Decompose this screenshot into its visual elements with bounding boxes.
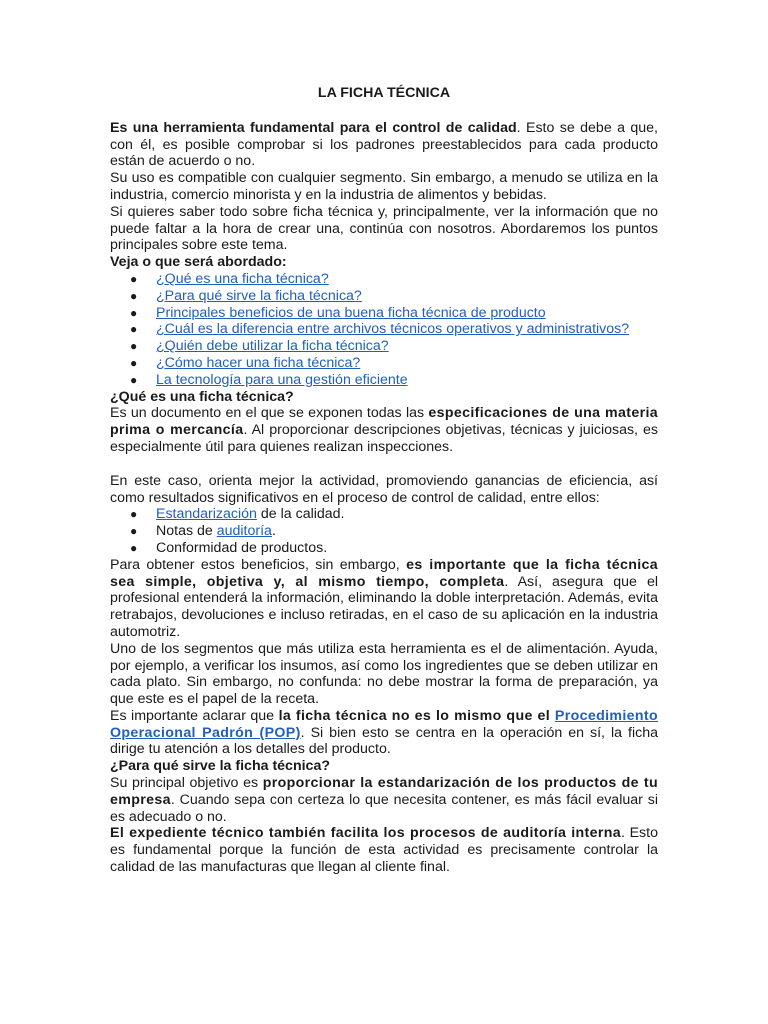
bullet-icon: ● <box>130 322 138 337</box>
toc-item[interactable] <box>110 372 658 389</box>
intro-p1-rest: . Esto se debe a que, con él, es posible comprobar si los padrones preestablecidos para cada producto están de acuerdo o no. <box>110 119 659 170</box>
toc-item[interactable] <box>110 271 658 288</box>
text-span: Conformidad de productos. <box>156 539 328 556</box>
section-heading-what-is: ¿Qué es una ficha técnica? <box>110 388 294 405</box>
bullet-icon: ● <box>130 372 138 387</box>
text-span: Es importante aclarar que <box>110 707 279 724</box>
text-span: . Así, asegura que el profesional entenderá la información, eliminando la doble interpretación. Además, evita retrabajos, devoluciones e incluso retiradas, en el caso de su aplicación en la industria automotriz. <box>110 573 658 640</box>
toc-item[interactable] <box>110 321 658 338</box>
toc-item[interactable] <box>110 288 658 305</box>
intro-paragraph-2: Su uso es compatible con cualquier segmento. Sin embargo, a menudo se utiliza en la industria, comercio minorista y en la industria de alimentos y bebidas. <box>110 170 658 203</box>
document-page <box>110 85 658 876</box>
bullet-icon: ● <box>130 271 138 286</box>
link-auditoria[interactable]: auditoría <box>216 523 272 540</box>
benefit-item <box>110 506 658 523</box>
bullet-icon: ● <box>130 339 138 354</box>
benefit-item <box>110 523 658 540</box>
text-span: . Esto es fundamental porque la función de esta actividad es precisamente controlar la calidad de las manufacturas que llegan al cliente final. <box>110 825 658 876</box>
text-span: . Al proporcionar descripciones objetivas, técnicas y juiciosas, es especialmente útil para quienes realizan inspecciones. <box>110 422 658 455</box>
section2-paragraph-1 <box>110 775 658 825</box>
bullet-icon: ● <box>130 288 138 303</box>
toc-heading: Veja o que será abordado: <box>110 254 287 271</box>
intro-paragraph-1 <box>110 120 658 170</box>
section1-paragraph-5 <box>110 708 658 758</box>
paragraph-gap <box>110 456 658 473</box>
text-span: . Cuando sepa con certeza lo que necesita contener, es más fácil evaluar si es adecuado o no. <box>110 791 658 825</box>
link-estandarizacion[interactable]: Estandarización <box>156 506 257 523</box>
document-title: LA FICHA TÉCNICA <box>317 85 451 101</box>
bold-phrase: El expediente técnico también facilita los procesos de auditoría interna <box>110 825 621 842</box>
bullet-icon: ● <box>130 355 138 370</box>
text-span: de la calidad. <box>256 506 345 523</box>
text-span: Su principal objetivo es <box>110 775 263 792</box>
toc-link[interactable]: ¿Qué es una ficha técnica? <box>156 270 329 287</box>
bullet-icon: ● <box>130 540 138 555</box>
text-span: . Si bien esto se centra en la operación en sí, la ficha dirige tu atención a los detalles del producto. <box>110 724 658 758</box>
toc-item[interactable] <box>110 338 658 355</box>
toc-list <box>110 271 658 389</box>
section1-paragraph-2: En este caso, orienta mejor la actividad, promoviendo ganancias de eficiencia, así como resultados significativos en el proceso de control de calidad, entre ellos: <box>110 472 658 506</box>
toc-link[interactable]: La tecnología para una gestión eficiente <box>156 371 408 388</box>
bold-phrase: es importante que la ficha técnica sea simple, objetiva y, al mismo tiempo, completa <box>110 556 658 590</box>
toc-link[interactable]: Principales beneficios de una buena ficha técnica de producto <box>156 304 546 321</box>
link-pop[interactable]: Procedimiento Operacional Padrón (POP) <box>110 707 658 741</box>
intro-paragraph-3: Si quieres saber todo sobre ficha técnica y, principalmente, ver la información que no puede faltar a la hora de crear una, continúa con nosotros. Abordaremos los puntos principales sobre este tema. <box>110 203 658 254</box>
toc-link[interactable]: ¿Cómo hacer una ficha técnica? <box>156 354 361 371</box>
bold-phrase: especificaciones de una materia prima o mercancía <box>110 405 658 439</box>
toc-link[interactable]: ¿Quién debe utilizar la ficha técnica? <box>156 338 389 355</box>
benefit-item <box>110 540 658 557</box>
toc-link[interactable]: ¿Para qué sirve la ficha técnica? <box>156 287 362 304</box>
bold-phrase: proporcionar la estandarización de los productos de tu empresa <box>110 775 658 808</box>
toc-item[interactable] <box>110 305 658 322</box>
toc-link[interactable]: ¿Cuál es la diferencia entre archivos técnicos operativos y administrativos? <box>156 321 630 338</box>
intro-bold-lead: Es una herramienta fundamental para el control de calidad <box>110 119 517 136</box>
bold-phrase: la ficha técnica no es lo mismo que el <box>278 707 555 724</box>
text-span: Es un documento en el que se exponen todas las <box>110 405 429 422</box>
section1-paragraph-3 <box>110 557 658 641</box>
section1-paragraph-4: Uno de los segmentos que más utiliza esta herramienta es el de alimentación. Ayuda, por ejemplo, a verificar los insumos, así como los ingredientes que se deben utilizar en cada plato. Sin embargo, no confunda: no debe mostrar la forma de preparación, ya que este es el papel de la receta. <box>110 640 658 708</box>
toc-item[interactable] <box>110 355 658 372</box>
section1-paragraph-1 <box>110 405 658 455</box>
bullet-icon: ● <box>130 305 138 320</box>
text-span: Notas de <box>156 523 217 540</box>
benefits-list <box>110 506 658 556</box>
text-span: . <box>271 523 276 540</box>
bullet-icon: ● <box>130 524 138 539</box>
text-span: Para obtener estos beneficios, sin embargo, <box>110 556 407 573</box>
section2-paragraph-2 <box>110 825 658 875</box>
bullet-icon: ● <box>130 507 138 522</box>
section-heading-purpose: ¿Para qué sirve la ficha técnica? <box>110 758 331 775</box>
